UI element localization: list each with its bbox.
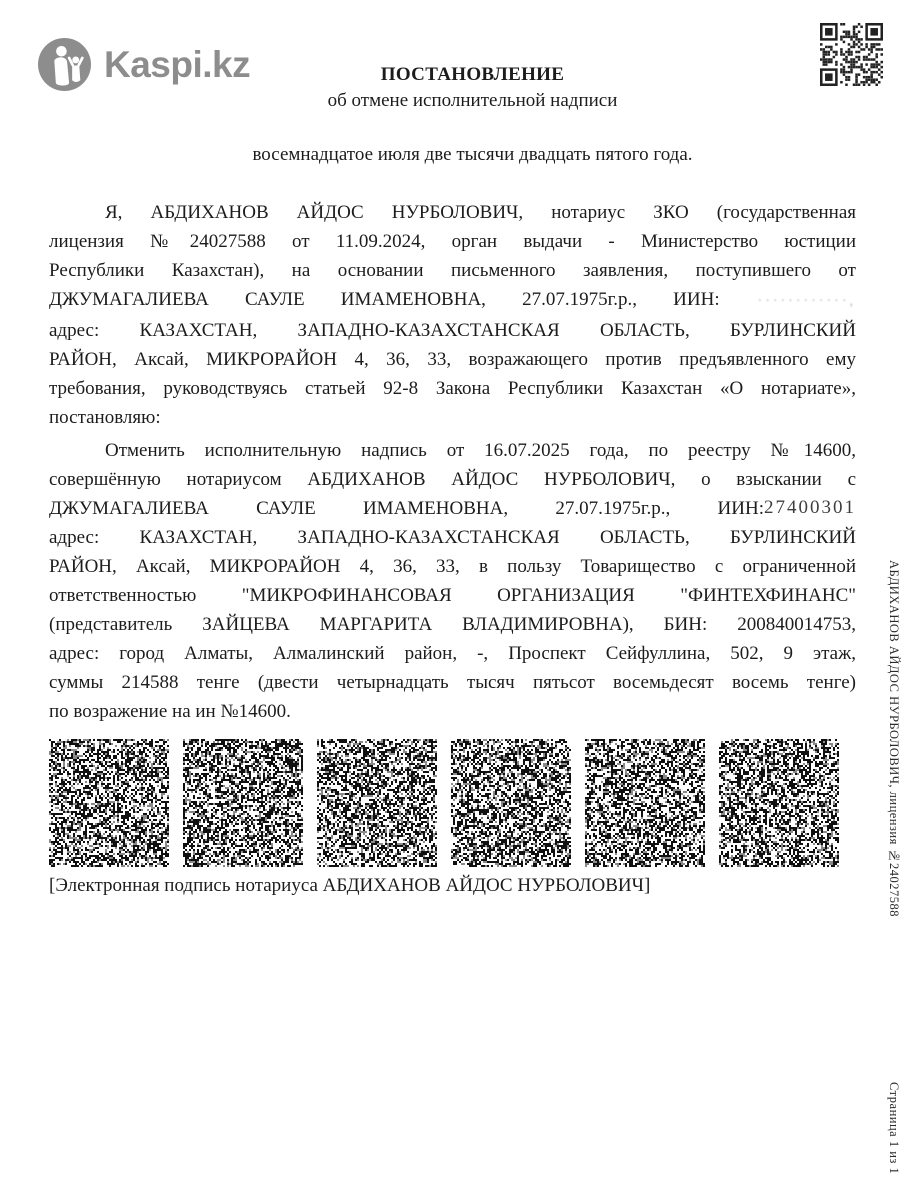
text-segment: ДЖУМАГАЛИЕВА САУЛЕ ИМАМЕНОВНА, 27.07.1975г.р., ИИН: <box>49 498 764 519</box>
text-line <box>49 285 856 316</box>
text-line <box>49 494 856 523</box>
text-line <box>49 403 856 432</box>
document-title: ПОСТАНОВЛЕНИЕ <box>380 64 565 85</box>
redacted-iin: ············, <box>719 294 856 309</box>
signature-noise-stamps <box>49 739 839 867</box>
text-segment: РАЙОН, Аксай, МИКРОРАЙОН 4, 36, 33, в пользу Товарищество с ограниченной <box>49 556 856 577</box>
text-segment: адрес: КАЗАХСТАН, ЗАПАДНО-КАЗАХСТАНСКАЯ ОБЛАСТЬ, БУРЛИНСКИЙ <box>49 527 856 548</box>
text-line <box>49 227 856 256</box>
text-segment: Отменить исполнительную надпись от 16.07.2025 года, по реестру №14600, <box>105 440 856 461</box>
text-segment: (представитель ЗАЙЦЕВА МАРГАРИТА ВЛАДИМИРОВНА), БИН: 200840014753, <box>49 614 856 635</box>
text-segment: Я, АБДИХАНОВ АЙДОС НУРБОЛОВИЧ, нотариус ЗКО (государственная <box>105 202 856 223</box>
redacted-iin: 27400301 <box>764 497 856 518</box>
text-line <box>49 345 856 374</box>
text-segment: адрес: КАЗАХСТАН, ЗАПАДНО-КАЗАХСТАНСКАЯ ОБЛАСТЬ, БУРЛИНСКИЙ <box>49 320 856 341</box>
text-segment: суммы 214588 тенге (двести четырнадцать тысяч пятьсот восемьдесят восемь тенге) <box>49 672 856 693</box>
text-line <box>49 256 856 285</box>
sidebar-notary-text: АБДИХАНОВ АЙДОС НУРБОЛОВИЧ, лицензия №24027588 <box>887 560 901 918</box>
text-line <box>49 668 856 697</box>
noise-stamp <box>585 739 705 867</box>
text-line <box>49 523 856 552</box>
text-segment: адрес: город Алматы, Алмалинский район, -, Проспект Сейфуллина, 502, 9 этаж, <box>49 643 856 664</box>
sidebar-page-number: Страница 1 из 1 <box>887 1082 901 1175</box>
text-line <box>49 436 856 465</box>
text-line <box>49 198 856 227</box>
noise-stamp <box>183 739 303 867</box>
text-line <box>49 374 856 403</box>
paragraph <box>49 198 856 432</box>
text-segment: ДЖУМАГАЛИЕВА САУЛЕ ИМАМЕНОВНА, 27.07.1975г.р., ИИН: <box>49 289 720 310</box>
text-line <box>49 610 856 639</box>
text-segment: совершённую нотариусом АБДИХАНОВ АЙДОС НУРБОЛОВИЧ, о взыскании с <box>49 469 856 490</box>
document-body <box>49 198 856 726</box>
text-line <box>49 581 856 610</box>
text-segment: РАЙОН, Аксай, МИКРОРАЙОН 4, 36, 33, возражающего против предъявленного ему <box>49 349 856 370</box>
paragraph <box>49 436 856 726</box>
noise-stamp <box>719 739 839 867</box>
noise-stamp <box>49 739 169 867</box>
noise-stamp <box>451 739 571 867</box>
text-segment: по возражение на ин №14600. <box>49 701 291 722</box>
text-line <box>49 465 856 494</box>
text-segment: постановляю: <box>49 407 161 428</box>
text-segment: ответственностью "МИКРОФИНАНСОВАЯ ОРГАНИЗАЦИЯ "ФИНТЕХФИНАНС" <box>49 585 856 606</box>
text-segment: Республики Казахстан), на основании письменного заявления, поступившего от <box>49 260 856 281</box>
document-heading <box>49 62 856 114</box>
text-segment: требования, руководствуясь статьей 92-8 Закона Республики Казахстан «О нотариате», <box>49 378 856 399</box>
kaspi-logo-text: Kaspi.kz <box>104 43 251 85</box>
text-line <box>49 639 856 668</box>
text-line <box>49 316 856 345</box>
document-content <box>49 0 856 899</box>
text-line <box>49 697 856 726</box>
signature-caption: [Электронная подпись нотариуса АБДИХАНОВ АЙДОС НУРБОЛОВИЧ] <box>49 875 651 896</box>
text-segment: лицензия №24027588 от 11.09.2024, орган выдачи - Министерство юстиции <box>49 231 856 252</box>
text-line <box>49 552 856 581</box>
noise-stamp <box>317 739 437 867</box>
document-subtitle: об отмене исполнительной надписи <box>327 90 618 111</box>
document-date-line: восемнадцатое июля две тысячи двадцать пятого года. <box>252 144 693 165</box>
